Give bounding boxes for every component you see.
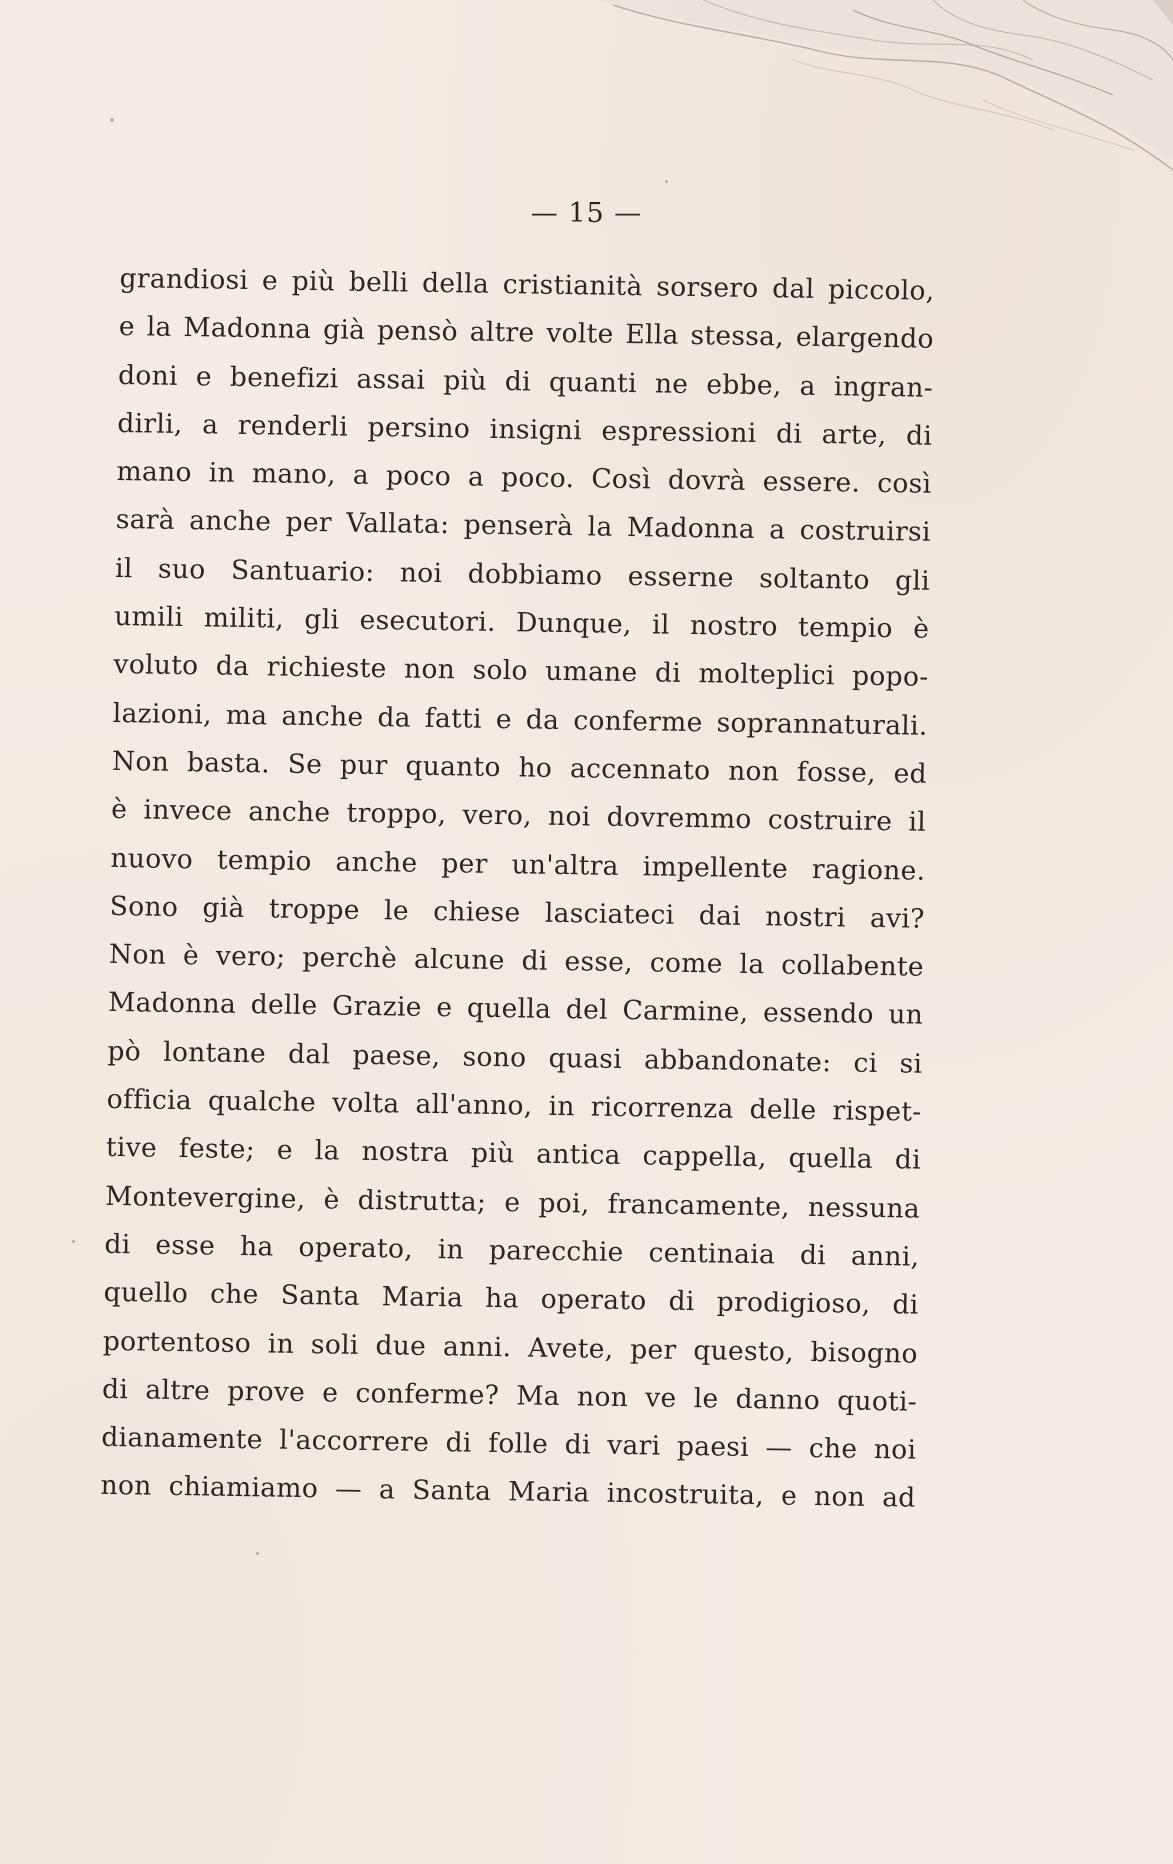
text-line: portentoso in soli due anni. Avete, per questo, bisogno [102,1325,918,1370]
text-line: grandiosi e più belli della cristianità sorsero dal piccolo, [119,262,935,307]
text-line: Non basta. Se pur quanto ho accennato non fosse, ed [111,745,928,790]
text-line: mano in mano, a poco a poco. Così dovrà essere. così [116,456,932,500]
text-line: doni e benefizi assai più di quanti ne ebbe, a ingran- [117,359,934,404]
text-line: Montevergine, è distrutta; e poi, francamente, nessuna [104,1180,921,1225]
text-line: Madonna delle Grazie e quella del Carmine, essendo un [108,987,924,1032]
text-line: nuovo tempio anche per un'altra impellente ragione. [110,842,926,887]
text-line: dirli, a renderli persino insigni espressioni di arte, di [117,407,933,452]
torn-corner-illustration [553,0,1173,220]
text-line: pò lontane dal paese, sono quasi abbandonate: ci si [107,1035,923,1080]
text-line: officia qualche volta all'anno, in ricorrenza delle rispet- [106,1083,922,1128]
body-text [100,255,935,1523]
text-line: di esse ha operato, in parecchie centinaia di anni, [104,1228,920,1273]
paper-speck [110,118,114,122]
paper-speck [665,180,668,183]
text-line: non chiamiamo — a Santa Maria incostruita, e non ad [100,1470,916,1515]
text-line: tive feste; e la nostra più antica cappella, quella di [105,1132,922,1177]
paper-speck [72,1240,75,1243]
text-line: umili militi, gli esecutori. Dunque, il nostro tempio è [114,601,930,645]
text-line: Non è vero; perchè alcune di esse, come la collabente [108,939,925,983]
text-line: sarà anche per Vallata: penserà la Madonna a costruirsi [115,504,931,549]
text-line: lazioni, ma anche da fatti e da conferme soprannaturali. [112,697,928,742]
text-line: e la Madonna già pensò altre volte Ella stessa, elargendo [118,311,935,356]
text-line: di altre prove e conferme? Ma non ve le danno quoti- [101,1373,918,1418]
text-line: è invece anche troppo, vero, noi dovremmo costruire il [111,794,927,838]
text-line: il suo Santuario: noi dobbiamo esserne soltanto gli [114,552,931,597]
page-number: — 15 — [530,198,643,229]
text-line: quello che Santa Maria ha operato di prodigioso, di [103,1277,919,1321]
text-line: voluto da richieste non solo umane di molteplici popo- [113,649,929,694]
text-line: Sono già troppe le chiese lasciateci dai nostri avi? [109,890,925,935]
paper-speck [256,1552,259,1555]
text-line: dianamente l'accorrere di folle di vari paesi — che noi [101,1421,917,1466]
